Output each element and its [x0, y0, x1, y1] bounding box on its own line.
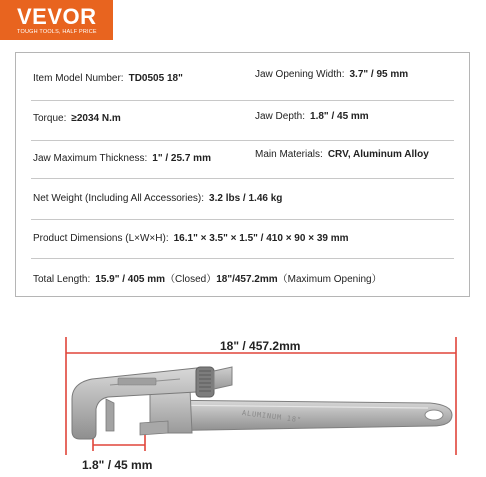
spec-label: Main Materials:	[255, 149, 323, 160]
spec-total-length	[33, 274, 382, 286]
spec-value: 3.2 lbs / 1.46 kg	[209, 193, 283, 204]
jaw-shank	[214, 367, 232, 389]
spec-label: Net Weight (Including All Accessories):	[33, 193, 205, 204]
brand-name: VEVOR	[17, 4, 97, 29]
spec-value: 16.1" × 3.5" × 1.5" / 410 × 90 × 39 mm	[173, 233, 349, 244]
wrench-dimension-illustration	[0, 305, 486, 472]
spec-value: 1.8" / 45 mm	[310, 111, 369, 122]
spec-value-closed: 15.9" / 405 mm	[95, 274, 166, 285]
spec-main-materials	[255, 149, 429, 161]
spec-note-closed: （Closed）	[165, 274, 217, 285]
row-divider	[31, 178, 454, 179]
jaw-teeth	[106, 399, 114, 431]
spec-value: ≥2034 N.m	[71, 113, 121, 124]
row-divider	[31, 258, 454, 259]
pipe-wrench-drawing	[0, 305, 486, 472]
spec-label: Total Length:	[33, 274, 91, 285]
spec-product-dimensions	[33, 233, 349, 245]
spec-value: CRV, Aluminum Alloy	[327, 149, 429, 160]
spec-jaw-depth	[255, 111, 369, 123]
lower-jaw-teeth	[140, 421, 168, 435]
specification-panel	[15, 52, 470, 297]
jaw-rack	[118, 378, 156, 385]
row-divider	[31, 100, 454, 101]
spec-value: 1" / 25.7 mm	[152, 153, 211, 164]
spec-label: Item Model Number:	[33, 73, 124, 84]
spec-label: Jaw Opening Width:	[255, 69, 345, 80]
spec-label: Jaw Maximum Thickness:	[33, 153, 148, 164]
brand-logo	[0, 0, 113, 40]
spec-note-maximum: （Maximum Opening）	[277, 274, 382, 285]
spec-jaw-opening-width	[255, 69, 408, 81]
spec-label: Product Dimensions (L×W×H):	[33, 233, 169, 244]
spec-value: 3.7" / 95 mm	[349, 69, 409, 80]
spec-torque	[33, 113, 121, 125]
total-length-label: 18" / 457.2mm	[220, 339, 301, 353]
jaw-depth-label: 1.8" / 45 mm	[82, 458, 153, 472]
spec-label: Jaw Depth:	[255, 111, 306, 122]
spec-item-model-number	[33, 73, 183, 85]
spec-label: Torque:	[33, 113, 67, 124]
spec-value: TD0505 18"	[128, 73, 183, 84]
spec-jaw-maximum-thickness	[33, 153, 211, 165]
wrench-engraving: ALUMINUM 18"	[241, 409, 303, 425]
row-divider	[31, 219, 454, 220]
spec-net-weight	[33, 193, 282, 205]
spec-value-maximum: 18"/457.2mm	[216, 274, 278, 285]
row-divider	[31, 140, 454, 141]
hang-hole	[425, 410, 443, 420]
brand-tagline: TOUGH TOOLS, HALF PRICE	[17, 29, 97, 35]
